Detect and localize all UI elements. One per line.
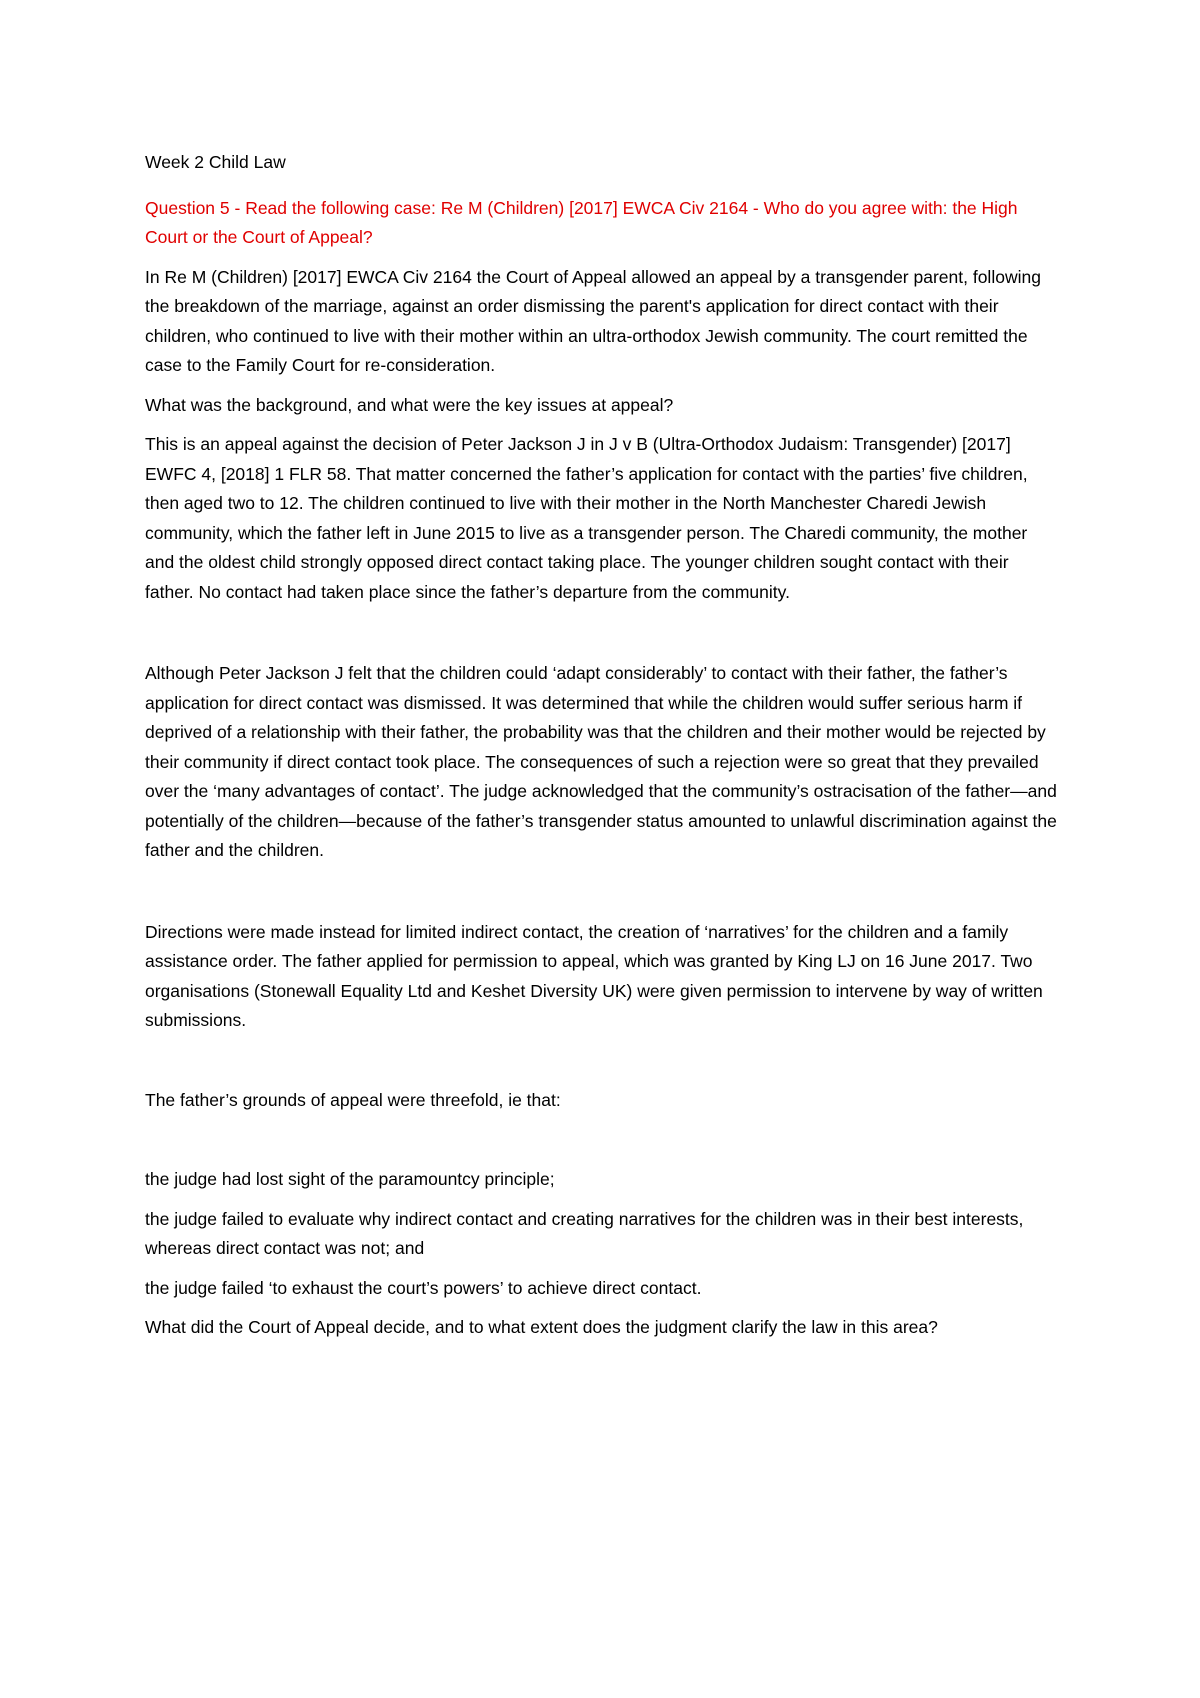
question-heading: Question 5 - Read the following case: Re M (Children) [2017] EWCA Civ 2164 - Who do you agree with: the High Court or the Court of Appeal? [145, 197, 1018, 247]
ground-item: the judge failed ‘to exhaust the court’s powers’ to achieve direct contact. [145, 1277, 702, 1298]
background-question: What was the background, and what were the key issues at appeal? [145, 394, 674, 415]
closing-question: What did the Court of Appeal decide, and to what extent does the judgment clarify the law in this area? [145, 1317, 938, 1337]
paragraph-spacer [145, 1125, 1060, 1165]
directions-paragraph: Directions were made instead for limited indirect contact, the creation of ‘narratives’ for the children and a family assistance order. The father applied for permission to appeal, which was granted by King LJ on 16 June 2017. Two organisations (Stonewall Equality Ltd and Keshet Diversity UK) were given permission to intervene by way of written submissions. [145, 921, 1043, 1030]
intro-paragraph: In Re M (Children) [2017] EWCA Civ 2164 the Court of Appeal allowed an appeal by a transgender parent, following the breakdown of the marriage, against an order dismissing the parent's application for direct contact with their children, who continued to live with their mother within an ultra-orthodox Jewish community. The court remitted the case to the Family Court for re-consideration. [145, 266, 1041, 375]
decision-paragraph: Although Peter Jackson J felt that the children could ‘adapt considerably’ to contact with their father, the father’s application for direct contact was dismissed. It was determined that while the children would suffer serious harm if deprived of a relationship with their father, the probability was that the children and their mother would be rejected by their community if direct contact took place. The consequences of such a rejection were so great that they prevailed over the ‘many advantages of contact’. The judge acknowledged that the community’s ostracisation of the father—and potentially of the children—because of the father’s transgender status amounted to unlawful discrimination against the father and the children. [145, 663, 1057, 860]
grounds-intro: The father’s grounds of appeal were threefold, ie that: [145, 1089, 561, 1110]
paragraph-spacer [145, 617, 1060, 659]
background-paragraph: This is an appeal against the decision of Peter Jackson J in J v B (Ultra-Orthodox Judaism: Transgender) [2017] EWFC 4, [2018] 1 FLR 58. That matter concerned the father’s application for contact with the parties’ five children, then aged two to 12. The children continued to live with their mother in the North Manchester Charedi Jewish community, which the father left in June 2015 to live as a transgender person. The Charedi community, the mother and the oldest child strongly opposed direct contact taking place. The younger children sought contact with their father. No contact had taken place since the father’s departure from the community. [145, 434, 1028, 602]
paragraph-spacer [145, 1046, 1060, 1086]
ground-item: the judge failed to evaluate why indirect contact and creating narratives for the children was in their best interests, whereas direct contact was not; and [145, 1208, 1024, 1258]
ground-item: the judge had lost sight of the paramountcy principle; [145, 1169, 555, 1189]
document-title: Week 2 Child Law [145, 152, 286, 172]
document-body [145, 148, 1060, 1353]
paragraph-spacer [145, 876, 1060, 918]
